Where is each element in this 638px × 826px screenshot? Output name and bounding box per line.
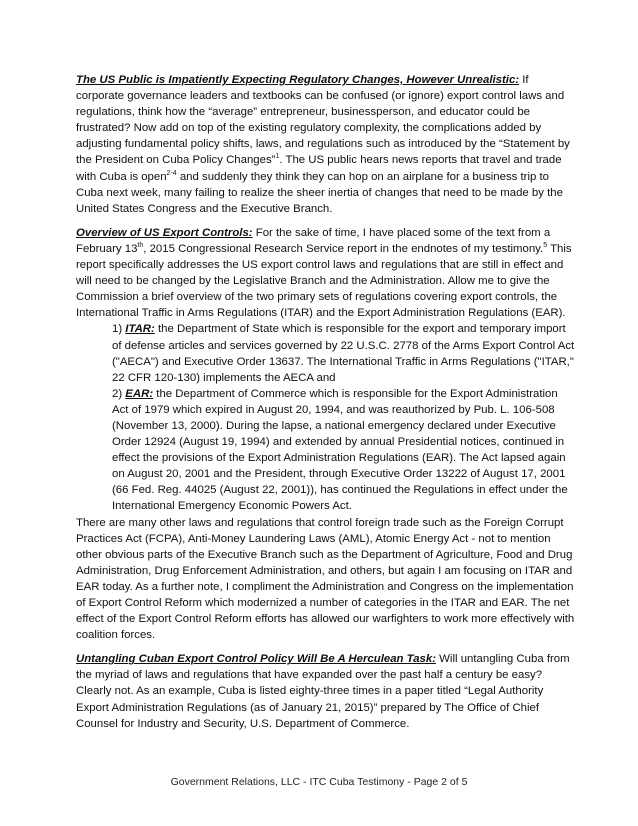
- paragraph-text: . The US public hears news reports that travel and trade with Cuba is open: [76, 154, 562, 183]
- document-body: [76, 72, 576, 740]
- list-text: the Department of Commerce which is responsible for the Export Administration Act of 1979 which expired in August 20, 1994, and was reauthorized by Pub. L. 106-508 (November 13, 2000). During the lapse, a national emergency declared under Executive Order 12924 (August 19, 1994) and extended by annual Presidential notices, continued in effect the provisions of the Export Administration Regulations (EAR). The Act lapsed again on August 20, 2001 and the President, through Executive Order 13222 of August 17, 2001 (66 Fed. Reg. 44025 (August 22, 2001)), has continued the Regulations in effect under the International Emergency Economic Powers Act.: [112, 387, 568, 513]
- list-number: 1): [112, 323, 126, 336]
- list-item-ear: [112, 386, 576, 515]
- paragraph-untangling-cuba: [76, 651, 576, 731]
- endnote-ref: 2-4: [166, 169, 177, 177]
- section-heading: The US Public is Impatiently Expecting Regulatory Changes, However Unrealistic:: [76, 74, 520, 86]
- superscript: th: [137, 242, 144, 250]
- list-item-itar: [112, 321, 576, 385]
- paragraph-export-controls-overview: [76, 225, 576, 322]
- endnote-ref: 1: [275, 153, 280, 161]
- paragraph-text: For the sake of time, I have placed some of the text from a February 13: [76, 226, 551, 255]
- paragraph-text: If corporate governance leaders and textbooks can be confused (or ignore) export control laws and regulations, think how the “average” entrepreneur, businessperson, and educator could be frustrated? Now add on top of the existing regulatory complexity, the complications added by adjusting fundamental policy shifts, laws, and regulations such as introduced by the “Statement by the President on Cuba Policy Changes”: [76, 74, 570, 167]
- list-text: the Department of State which is responsible for the export and temporary import of defense articles and services governed by 22 U.S.C. 2778 of the Arms Export Control Act ("AECA") and Executive Order 13637. The International Traffic in Arms Regulations ("ITAR," 22 CFR 120-130) implements the AECA and: [112, 323, 575, 384]
- paragraph-public-expectations: [76, 72, 576, 217]
- section-heading: Overview of US Export Controls:: [76, 226, 253, 239]
- endnote-ref: 5: [543, 242, 548, 250]
- page-footer: Government Relations, LLC - ITC Cuba Testimony - Page 2 of 5: [170, 776, 468, 788]
- paragraph-other-laws: [76, 515, 576, 644]
- list-number: 2): [112, 387, 126, 400]
- paragraph-text: This report specifically addresses the US export control laws and regulations that are still in effect and will need to be changed by the Legislative Branch and the Administration. Allow me to give the Commission a brief overview of the two primary sets of regulations covering export controls, the International Traffic in Arms Regulations (ITAR) and the Export Administration Regulations (EAR).: [76, 242, 572, 320]
- section-heading: Untangling Cuban Export Control Policy Will Be A Herculean Task:: [76, 653, 437, 666]
- paragraph-text: and suddenly they think they can hop on an airplane for a business trip to Cuba next week, many failing to realize the sheer inertia of changes that need to be made by the United States Congress and the Executive Branch.: [76, 170, 563, 215]
- list-label: ITAR:: [125, 323, 155, 336]
- paragraph-text: , 2015 Congressional Research Service report in the endnotes of my testimony.: [143, 242, 544, 255]
- list-label: EAR:: [125, 387, 154, 400]
- paragraph-text: There are many other laws and regulations that control foreign trade such as the Foreign Corrupt Practices Act (FCPA), Anti-Money Laundering Laws (AML), Atomic Energy Act - not to mention other obvious parts of the Executive Branch such as the Department of Agriculture, Food and Drug Administration, Drug Enforcement Administration, and others, but again I am focusing on ITAR and EAR today. As a further note, I compliment the Administration and Congress on the implementation of Export Control Reform which modernized a number of categories in the ITAR and EAR. The net effect of the Export Control Reform efforts has allowed our warfighters to work more effectively with coalition forces.: [76, 516, 575, 642]
- paragraph-text: Will untangling Cuba from the myriad of laws and regulations that have expanded over the past half a century be easy? Clearly not. As an example, Cuba is listed eighty-three times in a paper titled “Legal Authority Export Administration Regulations (as of January 21, 2015)” prepared by The Office of Chief Counsel for Industry and Security, U.S. Department of Commerce.: [76, 653, 570, 730]
